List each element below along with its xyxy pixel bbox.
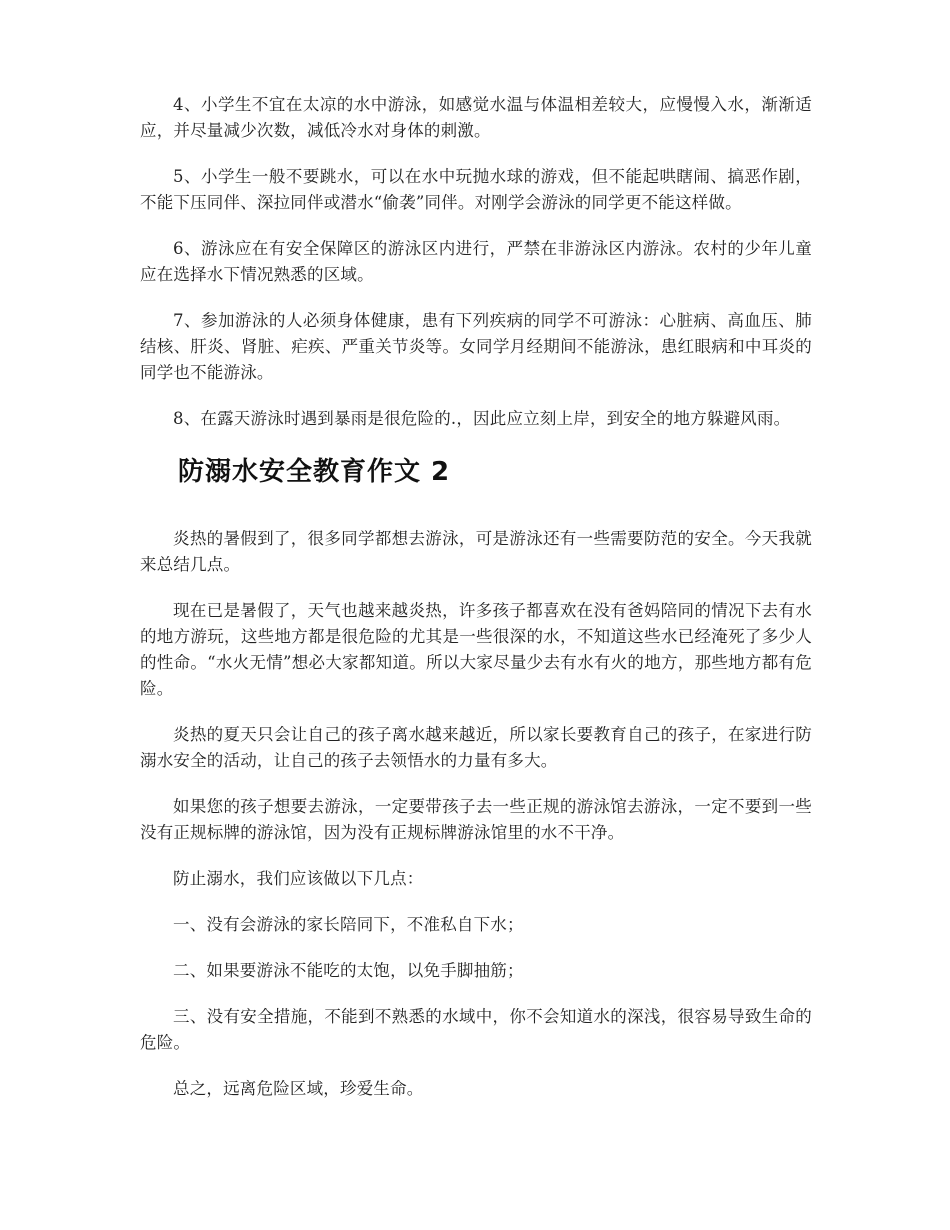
- essay-paragraph-parents: 炎热的夏天只会让自己的孩子离水越来越近，所以家长要教育自己的孩子，在家进行防溺水安全的活动，让自己的孩子去领悟水的力量有多大。: [140, 725, 812, 770]
- essay-conclusion: 总之，远离危险区域，珍爱生命。: [173, 1079, 424, 1098]
- essay-paragraph-danger: 现在已是暑假了，天气也越来越炎热，许多孩子都喜欢在没有爸妈陪同的情况下去有水的地方游玩，这些地方都是很危险的尤其是一些很深的水，不知道这些水已经淹死了多少人的性命。“水火无情”想必大家都知道。所以大家尽量少去有水有火的地方，那些地方都有危险。: [140, 601, 812, 698]
- essay-point-3: 三、没有安全措施，不能到不熟悉的水域中，你不会知道水的深浅，很容易导致生命的危险。: [140, 1007, 812, 1052]
- essay-paragraph-intro: 炎热的暑假到了，很多同学都想去游泳，可是游泳还有一些需要防范的安全。今天我就来总结几点。: [140, 529, 812, 574]
- safety-item-8: 8、在露天游泳时遇到暴雨是很危险的.，因此应立刻上岸，到安全的地方躲避风雨。: [173, 409, 791, 428]
- safety-item-6: 6、游泳应在有安全保障区的游泳区内进行，严禁在非游泳区内游泳。农村的少年儿童应在选择水下情况熟悉的区域。: [140, 239, 812, 284]
- safety-item-5: 5、小学生一般不要跳水，可以在水中玩抛水球的游戏，但不能起哄瞎闹、搞恶作剧，不能下压同伴、深拉同伴或潜水“偷袭”同伴。对刚学会游泳的同学更不能这样做。: [140, 167, 812, 212]
- safety-item-4: 4、小学生不宜在太凉的水中游泳，如感觉水温与体温相差较大，应慢慢入水，渐渐适应，并尽量减少次数，减低冷水对身体的刺激。: [140, 95, 812, 140]
- essay-paragraph-points-intro: 防止溺水，我们应该做以下几点：: [173, 869, 424, 888]
- essay-2-title: 防溺水安全教育作文 2: [178, 457, 451, 487]
- essay-point-2: 二、如果要游泳不能吃的太饱，以免手脚抽筋；: [173, 961, 524, 980]
- safety-item-7: 7、参加游泳的人必须身体健康，患有下列疾病的同学不可游泳：心脏病、高血压、肺结核、肝炎、肾脏、疟疾、严重关节炎等。女同学月经期间不能游泳，患红眼病和中耳炎的同学也不能游泳。: [140, 311, 812, 382]
- essay-paragraph-pools: 如果您的孩子想要去游泳，一定要带孩子去一些正规的游泳馆去游泳，一定不要到一些没有正规标牌的游泳馆，因为没有正规标牌游泳馆里的水不干净。: [140, 797, 812, 842]
- essay-point-1: 一、没有会游泳的家长陪同下，不准私自下水；: [173, 915, 524, 934]
- document-body: [140, 92, 812, 1122]
